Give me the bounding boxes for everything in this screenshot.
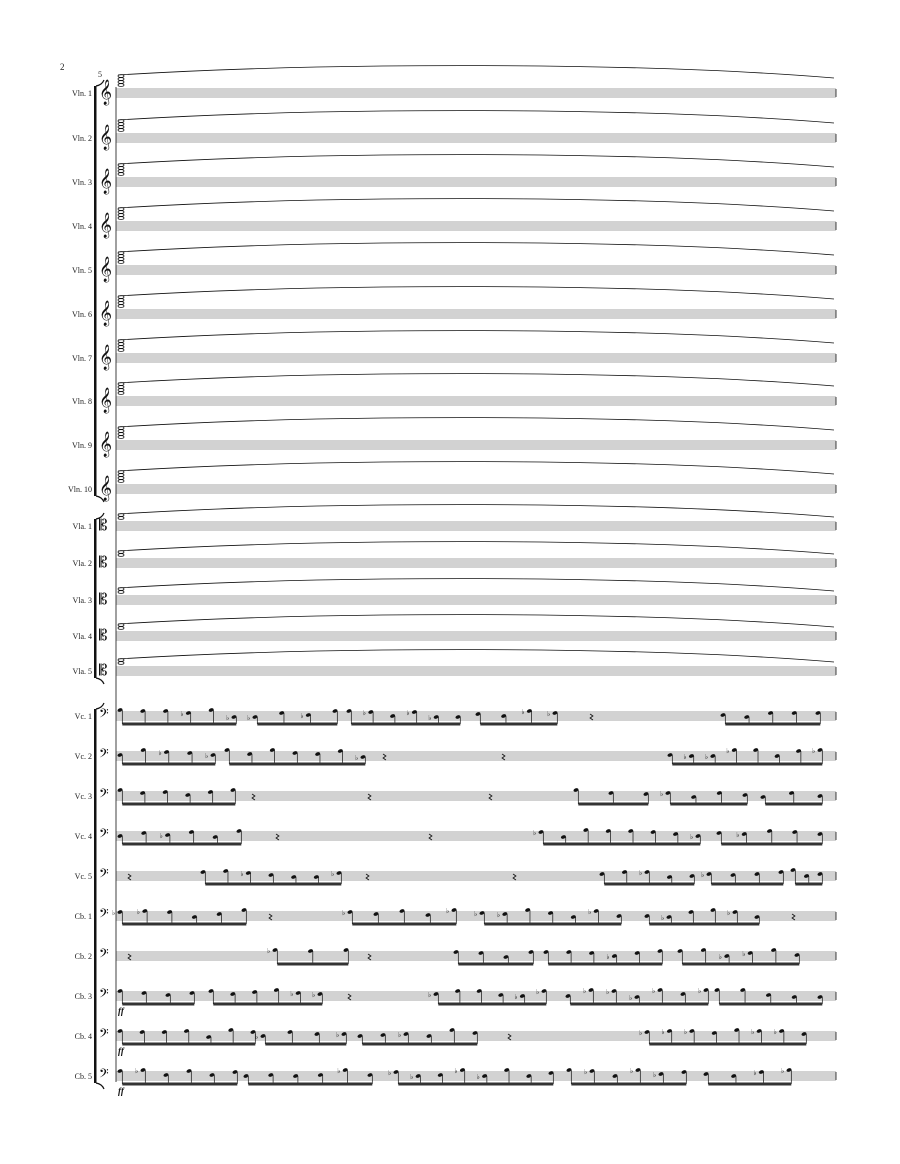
beam bbox=[765, 803, 822, 806]
flat-icon: ♭ bbox=[698, 987, 702, 995]
chord-notehead bbox=[118, 173, 124, 176]
beam bbox=[122, 803, 235, 806]
chord-notehead bbox=[118, 436, 124, 439]
alto-clef-icon: 𝄡 bbox=[99, 626, 108, 644]
beam bbox=[248, 1083, 372, 1086]
beam bbox=[571, 1083, 686, 1086]
staff-label: Cb. 2 bbox=[74, 952, 92, 961]
alto-clef-icon: 𝄡 bbox=[99, 590, 108, 608]
flat-icon: ♭ bbox=[406, 709, 410, 717]
beam bbox=[484, 923, 621, 926]
flat-icon: ♭ bbox=[660, 790, 664, 798]
beam bbox=[362, 1043, 477, 1046]
staves-layer bbox=[68, 66, 836, 1096]
bass-clef-icon: 𝄢 bbox=[99, 946, 109, 964]
beam bbox=[721, 843, 822, 846]
tie-curve bbox=[118, 418, 834, 430]
flat-icon: ♭ bbox=[536, 988, 540, 996]
chord-notehead bbox=[118, 343, 124, 346]
staff-vln-2 bbox=[72, 111, 836, 150]
beam bbox=[277, 963, 348, 966]
staff-vln-3 bbox=[72, 155, 836, 194]
beam bbox=[670, 803, 747, 806]
tie-curve bbox=[118, 462, 834, 474]
staff-label: Vla. 3 bbox=[72, 596, 92, 605]
flat-icon: ♭ bbox=[718, 953, 723, 961]
chord-notehead bbox=[118, 255, 124, 258]
staff-label: Vc. 2 bbox=[74, 752, 92, 761]
alto-clef-icon: 𝄡 bbox=[99, 516, 108, 534]
chord-notehead bbox=[118, 211, 124, 214]
bass-clef-icon: 𝄢 bbox=[99, 866, 109, 884]
staff-vc-3 bbox=[75, 786, 836, 806]
flat-icon: ♭ bbox=[781, 1067, 785, 1075]
flat-icon: ♭ bbox=[521, 708, 525, 716]
staff-label: Cb. 5 bbox=[74, 1072, 92, 1081]
chord-notehead bbox=[118, 170, 124, 173]
flat-icon: ♭ bbox=[312, 991, 316, 999]
staff-cb-3 bbox=[75, 986, 836, 1016]
flat-icon: ♭ bbox=[342, 909, 346, 917]
staff-cb-2 bbox=[75, 946, 836, 966]
staff-label: Cb. 1 bbox=[74, 912, 92, 921]
flat-icon: ♭ bbox=[533, 829, 537, 837]
flat-icon: ♭ bbox=[583, 987, 587, 995]
bass-clef-icon: 𝄢 bbox=[99, 746, 109, 764]
chord-notehead bbox=[118, 81, 124, 84]
treble-clef-icon: 𝄞 bbox=[99, 301, 113, 326]
staff-vla-5 bbox=[72, 650, 836, 679]
treble-clef-icon: 𝄞 bbox=[99, 125, 113, 150]
treble-clef-icon: 𝄞 bbox=[99, 388, 113, 413]
staff-cb-1 bbox=[75, 906, 836, 926]
bass-clef-icon: 𝄢 bbox=[99, 1026, 109, 1044]
tie-curve bbox=[118, 650, 834, 662]
flat-icon: ♭ bbox=[454, 1067, 458, 1075]
tie-curve bbox=[118, 66, 834, 78]
staff-label: Vln. 10 bbox=[68, 485, 92, 494]
flat-icon: ♭ bbox=[690, 833, 694, 841]
flat-icon: ♭ bbox=[205, 752, 209, 760]
staff-label: Vln. 6 bbox=[72, 310, 92, 319]
beam bbox=[352, 923, 456, 926]
beam bbox=[649, 923, 759, 926]
flat-icon: ♭ bbox=[428, 991, 432, 999]
staff-vln-1 bbox=[72, 66, 836, 105]
chord-notehead bbox=[118, 389, 124, 392]
staff-label: Vc. 1 bbox=[74, 712, 92, 721]
beam bbox=[122, 1043, 255, 1046]
alto-clef-icon: 𝄡 bbox=[99, 661, 108, 679]
chord-notehead bbox=[118, 386, 124, 389]
flat-icon: ♭ bbox=[742, 950, 746, 958]
section-bracket bbox=[94, 86, 97, 496]
flat-icon: ♭ bbox=[547, 710, 551, 718]
flat-icon: ♭ bbox=[255, 1033, 259, 1041]
staff-label: Vla. 2 bbox=[72, 559, 92, 568]
chord-notehead bbox=[118, 126, 124, 129]
chord-notehead bbox=[118, 258, 124, 261]
beam bbox=[795, 883, 822, 886]
tie-curve bbox=[118, 615, 834, 627]
beam bbox=[458, 963, 533, 966]
beam bbox=[122, 843, 241, 846]
chord-notehead bbox=[118, 302, 124, 305]
chord-notehead bbox=[118, 214, 124, 217]
flat-icon: ♭ bbox=[355, 754, 359, 762]
staff-vln-6 bbox=[72, 287, 836, 326]
staff-label: Vla. 5 bbox=[72, 667, 92, 676]
flat-icon: ♭ bbox=[629, 994, 633, 1002]
tie-curve bbox=[118, 243, 834, 255]
beam bbox=[719, 1003, 822, 1006]
beam bbox=[122, 723, 236, 726]
staff-vc-1 bbox=[75, 706, 836, 726]
tie-curve bbox=[118, 155, 834, 167]
chord-notehead bbox=[118, 123, 124, 126]
staff-label: Vc. 5 bbox=[74, 872, 92, 881]
staff-label: Vln. 5 bbox=[72, 266, 92, 275]
flat-icon: ♭ bbox=[267, 947, 271, 955]
staff-label: Vc. 3 bbox=[74, 792, 92, 801]
staff-vla-2 bbox=[72, 542, 836, 571]
chord-notehead bbox=[118, 78, 124, 81]
beam bbox=[122, 763, 215, 766]
beam bbox=[265, 1043, 346, 1046]
staff-label: Vla. 4 bbox=[72, 632, 92, 641]
flat-icon: ♭ bbox=[158, 749, 162, 757]
flat-icon: ♭ bbox=[331, 870, 335, 878]
staff-vln-9 bbox=[72, 418, 836, 457]
tie-curve bbox=[118, 579, 834, 591]
flat-icon: ♭ bbox=[727, 909, 731, 917]
flat-icon: ♭ bbox=[247, 714, 251, 722]
flat-icon: ♭ bbox=[701, 871, 705, 879]
beam bbox=[438, 1003, 546, 1006]
beam bbox=[543, 843, 700, 846]
chord-notehead bbox=[118, 480, 124, 483]
flat-icon: ♭ bbox=[630, 1067, 634, 1075]
flat-icon: ♭ bbox=[398, 1031, 402, 1039]
chord-notehead bbox=[118, 84, 124, 87]
chord-notehead bbox=[118, 662, 124, 665]
treble-clef-icon: 𝄞 bbox=[99, 80, 113, 105]
treble-clef-icon: 𝄞 bbox=[99, 213, 113, 238]
dynamic-marking: ff bbox=[118, 1086, 124, 1096]
flat-icon: ♭ bbox=[226, 714, 230, 722]
staff-label: Vln. 3 bbox=[72, 178, 92, 187]
beam bbox=[480, 723, 557, 726]
staff-vc-5 bbox=[75, 866, 836, 886]
flat-icon: ♭ bbox=[661, 914, 665, 922]
staff-label: Cb. 4 bbox=[74, 1032, 92, 1041]
chord-notehead bbox=[118, 167, 124, 170]
staff-vln-8 bbox=[72, 374, 836, 413]
staff-vln-5 bbox=[72, 243, 836, 282]
flat-icon: ♭ bbox=[410, 1073, 414, 1081]
staff-label: Cb. 3 bbox=[74, 992, 92, 1001]
chord-notehead bbox=[118, 477, 124, 480]
flat-icon: ♭ bbox=[584, 1068, 588, 1076]
flat-icon: ♭ bbox=[661, 1028, 665, 1036]
beam bbox=[578, 803, 648, 806]
flat-icon: ♭ bbox=[683, 753, 687, 761]
flat-icon: ♭ bbox=[639, 869, 643, 877]
chord-notehead bbox=[118, 433, 124, 436]
staff-vla-3 bbox=[72, 579, 836, 608]
staff-label: Vla. 1 bbox=[72, 522, 92, 531]
flat-icon: ♭ bbox=[514, 993, 518, 1001]
flat-icon: ♭ bbox=[496, 911, 501, 919]
flat-icon: ♭ bbox=[135, 1067, 139, 1075]
measure-number: 5 bbox=[98, 70, 102, 79]
flat-icon: ♭ bbox=[388, 1069, 392, 1077]
chord-notehead bbox=[118, 261, 124, 264]
beam bbox=[351, 723, 460, 726]
flat-icon: ♭ bbox=[588, 908, 592, 916]
chord-notehead bbox=[118, 627, 124, 630]
section-bracket bbox=[94, 709, 97, 1083]
chord-notehead bbox=[118, 591, 124, 594]
chord-notehead bbox=[118, 305, 124, 308]
staff-vla-4 bbox=[72, 615, 836, 644]
flat-icon: ♭ bbox=[652, 987, 656, 995]
treble-clef-icon: 𝄞 bbox=[99, 345, 113, 370]
flat-icon: ♭ bbox=[683, 1028, 688, 1036]
bass-clef-icon: 𝄢 bbox=[99, 986, 109, 1004]
bass-clef-icon: 𝄢 bbox=[99, 706, 109, 724]
flat-icon: ♭ bbox=[726, 747, 730, 755]
staff-label: Vln. 7 bbox=[72, 354, 92, 363]
staff-label: Vln. 1 bbox=[72, 89, 92, 98]
bass-clef-icon: 𝄢 bbox=[99, 786, 109, 804]
page-number: 2 bbox=[60, 62, 65, 72]
flat-icon: ♭ bbox=[773, 1028, 777, 1036]
chord-notehead bbox=[118, 517, 124, 520]
flat-icon: ♭ bbox=[240, 870, 244, 878]
beam bbox=[229, 763, 365, 766]
chord-notehead bbox=[118, 346, 124, 349]
chord-notehead bbox=[118, 430, 124, 433]
beam bbox=[205, 883, 341, 886]
treble-clef-icon: 𝄞 bbox=[99, 257, 113, 282]
staff-label: Vc. 4 bbox=[74, 832, 92, 841]
treble-clef-icon: 𝄞 bbox=[99, 169, 113, 194]
tie-curve bbox=[118, 287, 834, 299]
chord-notehead bbox=[118, 129, 124, 132]
flat-icon: ♭ bbox=[476, 1073, 480, 1081]
beam bbox=[570, 1003, 708, 1006]
flat-icon: ♭ bbox=[704, 753, 709, 761]
beam bbox=[213, 1003, 322, 1006]
section-bracket bbox=[94, 519, 97, 678]
chord-notehead bbox=[118, 349, 124, 352]
bass-clef-icon: 𝄢 bbox=[99, 826, 109, 844]
bass-clef-icon: 𝄢 bbox=[99, 906, 109, 924]
treble-clef-icon: 𝄞 bbox=[99, 432, 113, 457]
staff-label: Vln. 8 bbox=[72, 397, 92, 406]
flat-icon: ♭ bbox=[751, 1028, 755, 1036]
staff-cb-4 bbox=[75, 1026, 836, 1056]
staff-cb-5 bbox=[75, 1066, 836, 1096]
beam bbox=[708, 1083, 791, 1086]
flat-icon: ♭ bbox=[300, 712, 304, 720]
chord-notehead bbox=[118, 392, 124, 395]
flat-icon: ♭ bbox=[337, 1067, 341, 1075]
flat-icon: ♭ bbox=[159, 832, 163, 840]
flat-icon: ♭ bbox=[136, 908, 141, 916]
flat-icon: ♭ bbox=[446, 907, 450, 915]
dynamic-marking: ff bbox=[118, 1046, 124, 1056]
dynamic-marking: ff bbox=[118, 1006, 124, 1016]
tie-curve bbox=[118, 542, 834, 554]
staff-vln-10 bbox=[68, 462, 836, 501]
chord-notehead bbox=[118, 217, 124, 220]
beam bbox=[711, 883, 783, 886]
beam bbox=[122, 1083, 237, 1086]
chord-notehead bbox=[118, 554, 124, 557]
flat-icon: ♭ bbox=[428, 714, 432, 722]
flat-icon: ♭ bbox=[290, 990, 294, 998]
beam bbox=[122, 923, 246, 926]
beam bbox=[672, 763, 822, 766]
flat-icon: ♭ bbox=[639, 1029, 643, 1037]
flat-icon: ♭ bbox=[812, 747, 816, 755]
beam bbox=[604, 883, 694, 886]
tie-curve bbox=[118, 505, 834, 517]
staff-vln-4 bbox=[72, 199, 836, 238]
beam bbox=[122, 1003, 194, 1006]
beam bbox=[257, 723, 337, 726]
tie-curve bbox=[118, 331, 834, 343]
beam bbox=[682, 963, 799, 966]
flat-icon: ♭ bbox=[112, 909, 116, 917]
flat-icon: ♭ bbox=[606, 953, 610, 961]
flat-icon: ♭ bbox=[180, 710, 184, 718]
staff-vln-7 bbox=[72, 331, 836, 370]
chord-notehead bbox=[118, 474, 124, 477]
staff-vla-1 bbox=[72, 505, 836, 534]
staff-label: Vln. 9 bbox=[72, 441, 92, 450]
beam bbox=[548, 963, 662, 966]
beam bbox=[649, 1043, 806, 1046]
tie-curve bbox=[118, 199, 834, 211]
beam bbox=[398, 1083, 553, 1086]
staff-vc-4 bbox=[75, 826, 836, 846]
tie-curve bbox=[118, 111, 834, 123]
flat-icon: ♭ bbox=[474, 910, 478, 918]
flat-icon: ♭ bbox=[736, 831, 740, 839]
staff-vc-2 bbox=[75, 746, 836, 766]
flat-icon: ♭ bbox=[362, 709, 367, 717]
flat-icon: ♭ bbox=[653, 1071, 657, 1079]
staff-label: Vln. 4 bbox=[72, 222, 92, 231]
tie-curve bbox=[118, 374, 834, 386]
flat-icon: ♭ bbox=[606, 988, 610, 996]
staff-label: Vln. 2 bbox=[72, 134, 92, 143]
beam bbox=[725, 723, 820, 726]
bass-clef-icon: 𝄢 bbox=[99, 1066, 109, 1084]
chord-notehead bbox=[118, 299, 124, 302]
flat-icon: ♭ bbox=[753, 1069, 757, 1077]
flat-icon: ♭ bbox=[336, 1031, 340, 1039]
treble-clef-icon: 𝄞 bbox=[99, 476, 113, 501]
alto-clef-icon: 𝄡 bbox=[99, 553, 108, 571]
